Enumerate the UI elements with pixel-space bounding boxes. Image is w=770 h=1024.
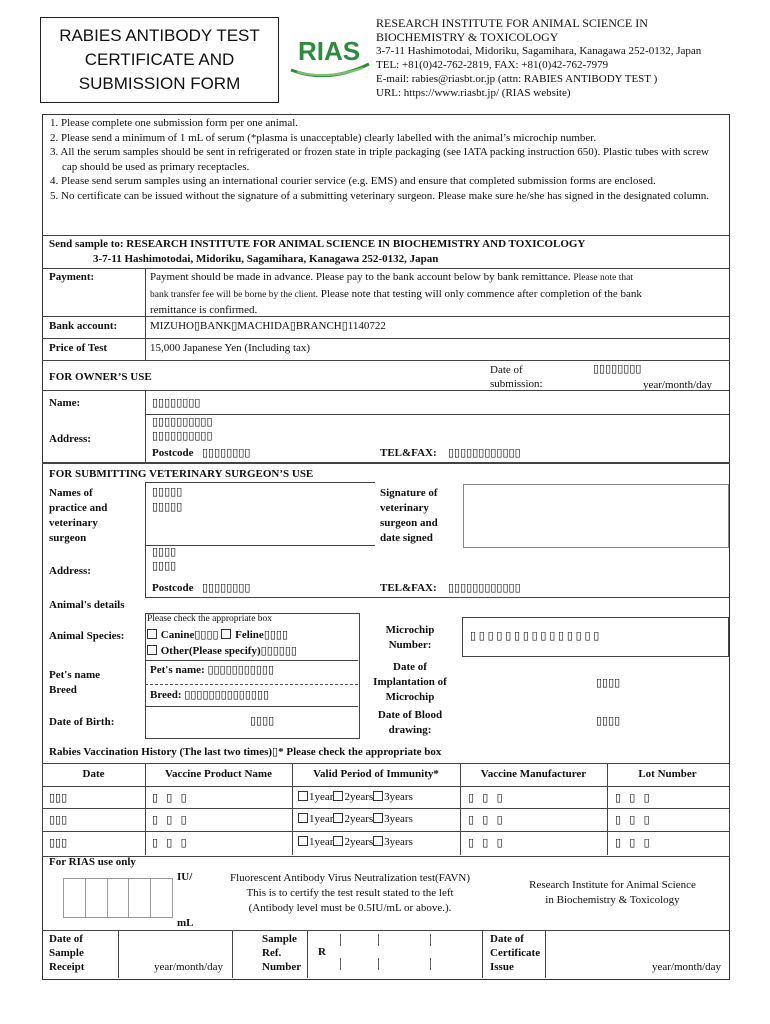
payment-text-1: Payment should be made in advance. Please pay to the bank account below by bank remittance. bbox=[150, 271, 571, 283]
vacc-row-3-validity bbox=[298, 835, 413, 849]
divider bbox=[232, 930, 233, 978]
implant-label-3: Microchip bbox=[385, 691, 435, 703]
row3-3years-label: 3years bbox=[384, 836, 413, 848]
row2-3years-checkbox[interactable] bbox=[373, 813, 383, 823]
vacc-row-2-manufacturer[interactable]: ▯ ▯ ▯ bbox=[468, 814, 503, 826]
vaccination-header: Rabies Vaccination History (The last two times)▯* Please check the appropriate box bbox=[49, 746, 442, 758]
divider bbox=[145, 706, 358, 707]
payment-text-2b: Please note that testing will only commence after completion of the bank bbox=[320, 287, 642, 300]
divider bbox=[145, 268, 146, 360]
note-4: 4. Please send serum samples using an international courier service (e.g. EMS) and ensure that completed submission forms are enclosed. bbox=[50, 175, 656, 188]
signature-label-1: Signature of bbox=[380, 487, 438, 499]
title-line-1: RABIES ANTIBODY TEST bbox=[59, 26, 260, 45]
col-validity: Valid Period of Immunity* bbox=[313, 768, 439, 780]
check-note: Please check the appropriate box bbox=[147, 614, 273, 624]
feline-label: Feline bbox=[235, 629, 264, 641]
breed-field[interactable]: ▯▯▯▯▯▯▯▯▯▯▯▯▯▯ bbox=[184, 689, 270, 701]
row3-3years-checkbox[interactable] bbox=[373, 836, 383, 846]
submission-date-label bbox=[490, 363, 543, 391]
price-value: 15,000 Japanese Yen (Including tax) bbox=[150, 342, 311, 354]
favn-line-1: Fluorescent Antibody Virus Neutralization test(FAVN) bbox=[229, 872, 471, 884]
species-row-1 bbox=[147, 628, 288, 642]
vacc-row-3-manufacturer[interactable]: ▯ ▯ ▯ bbox=[468, 837, 503, 849]
row1-3years-checkbox[interactable] bbox=[373, 791, 383, 801]
owner-address-label: Address: bbox=[49, 433, 91, 445]
vacc-row-2-date[interactable]: ▯▯▯ bbox=[49, 814, 68, 826]
vacc-row-1-manufacturer[interactable]: ▯ ▯ ▯ bbox=[468, 792, 503, 804]
vacc-row-3-date[interactable]: ▯▯▯ bbox=[49, 837, 68, 849]
microchip-label-2: Number: bbox=[388, 639, 432, 651]
divider bbox=[42, 316, 730, 317]
bank-value: MIZUHO▯BANK▯MACHIDA▯BRANCH▯1140722 bbox=[150, 320, 386, 332]
instructions bbox=[50, 116, 724, 204]
vet-names-label bbox=[49, 486, 107, 546]
row2-1year-checkbox[interactable] bbox=[298, 813, 308, 823]
ref-tick bbox=[378, 958, 379, 970]
vacc-row-3-lot[interactable]: ▯ ▯ ▯ bbox=[615, 837, 650, 849]
rias-logo-text: RIAS bbox=[297, 36, 361, 66]
issue-label-3: Issue bbox=[490, 961, 514, 973]
owner-address-field-2[interactable]: ▯▯▯▯▯▯▯▯▯▯ bbox=[152, 430, 213, 442]
signature-field[interactable] bbox=[463, 484, 729, 548]
result-boxes bbox=[63, 878, 173, 918]
row3-2years-label: 2years bbox=[344, 836, 374, 848]
title-line-3: SUBMISSION FORM bbox=[78, 74, 241, 93]
row3-1year-label: 1year bbox=[309, 836, 334, 848]
divider bbox=[42, 360, 730, 361]
col-lot: Lot Number bbox=[638, 768, 697, 780]
ref-tick bbox=[340, 934, 341, 946]
divider bbox=[145, 545, 375, 546]
blood-label bbox=[362, 708, 458, 738]
result-digit-5[interactable] bbox=[151, 878, 173, 918]
vet-names-label-3: veterinary bbox=[49, 517, 98, 529]
vet-address-label: Address: bbox=[49, 565, 91, 577]
row1-2years-checkbox[interactable] bbox=[333, 791, 343, 801]
canine-checkbox[interactable] bbox=[147, 629, 157, 639]
vet-telfax-field[interactable]: ▯▯▯▯▯▯▯▯▯▯▯▯ bbox=[448, 582, 521, 594]
favn-line-2: This is to certify the test result stated to the left bbox=[246, 887, 454, 899]
rias-use-label: For RIAS use only bbox=[49, 856, 136, 868]
receipt-label-3: Receipt bbox=[49, 961, 85, 973]
result-digit-4[interactable] bbox=[129, 878, 151, 918]
vet-names-field-2[interactable]: ▯▯▯▯▯ bbox=[152, 501, 183, 513]
submission-date-label-2: submission: bbox=[490, 378, 543, 390]
divider bbox=[145, 660, 358, 661]
vacc-row-1-date[interactable]: ▯▯▯ bbox=[49, 792, 68, 804]
divider bbox=[145, 597, 730, 598]
canine-label: Canine bbox=[160, 629, 195, 641]
divider bbox=[145, 482, 146, 597]
microchip-label bbox=[362, 623, 458, 653]
ref-label-3: Number bbox=[262, 961, 302, 973]
ref-tick bbox=[378, 934, 379, 946]
divider bbox=[42, 930, 730, 931]
row3-2years-checkbox[interactable] bbox=[333, 836, 343, 846]
other-field[interactable]: ▯▯▯▯▯▯ bbox=[260, 645, 297, 657]
institute-name-2: BIOCHEMISTRY & TOXICOLOGY bbox=[376, 30, 559, 44]
divider bbox=[145, 684, 358, 685]
owner-telfax-field[interactable]: ▯▯▯▯▯▯▯▯▯▯▯▯ bbox=[448, 447, 521, 459]
implant-label bbox=[362, 660, 458, 705]
petname-label: Pet's name: bbox=[150, 664, 205, 676]
signature-label-3: surgeon and bbox=[380, 517, 438, 529]
owner-header: FOR OWNER’S USE bbox=[49, 371, 152, 383]
divider bbox=[545, 930, 546, 978]
microchip-field[interactable]: ▯ ▯ ▯ ▯ ▯ ▯ ▯ ▯ ▯ ▯ ▯ ▯ ▯ ▯ ▯ bbox=[470, 630, 600, 642]
petname-field[interactable]: ▯▯▯▯▯▯▯▯▯▯▯ bbox=[207, 664, 275, 676]
payment-text-3: remittance is confirmed. bbox=[150, 304, 258, 316]
col-manufacturer: Vaccine Manufacturer bbox=[480, 768, 587, 780]
ref-tick bbox=[430, 958, 431, 970]
signature-label bbox=[380, 486, 438, 546]
divider bbox=[145, 482, 375, 483]
implant-label-2: Implantation of bbox=[373, 676, 447, 688]
vacc-row-1-validity bbox=[298, 790, 413, 804]
row1-3years-label: 3years bbox=[384, 791, 413, 803]
receipt-date-format: year/month/day bbox=[154, 961, 224, 973]
price-label: Price of Test bbox=[49, 342, 108, 354]
row1-2years-label: 2years bbox=[344, 791, 374, 803]
ml-unit: mL bbox=[177, 917, 194, 929]
vet-names-label-4: surgeon bbox=[49, 532, 87, 544]
institute-info bbox=[376, 16, 766, 100]
issue-label bbox=[490, 932, 540, 974]
ref-tick bbox=[430, 934, 431, 946]
row2-2years-checkbox[interactable] bbox=[333, 813, 343, 823]
vet-address-field-1[interactable]: ▯▯▯▯ bbox=[152, 546, 177, 558]
owner-name-label: Name: bbox=[49, 397, 81, 409]
payment-text bbox=[150, 270, 726, 319]
note-1: 1. Please complete one submission form per one animal. bbox=[50, 117, 299, 129]
vacc-row-2-validity bbox=[298, 812, 413, 826]
send-to-address: 3-7-11 Hashimotodai, Midoriku, Sagamihara, Kanagawa 252-0132, Japan bbox=[93, 253, 439, 265]
ref-label bbox=[262, 932, 301, 974]
vet-names-field-1[interactable]: ▯▯▯▯▯ bbox=[152, 486, 183, 498]
blood-label-1: Date of Blood bbox=[377, 709, 443, 721]
payment-text-1b: Please note that bbox=[573, 273, 633, 283]
divider bbox=[42, 462, 730, 464]
institute-address: 3-7-11 Hashimotodai, Midoriku, Sagamihara, Kanagawa 252-0132, Japan bbox=[376, 45, 702, 57]
breed-row bbox=[150, 688, 269, 702]
vet-postcode-field[interactable]: ▯▯▯▯▯▯▯▯ bbox=[202, 582, 251, 594]
other-checkbox[interactable] bbox=[147, 645, 157, 655]
divider bbox=[482, 930, 483, 978]
divider bbox=[307, 930, 308, 978]
ref-label-2: Ref. bbox=[262, 947, 282, 959]
ref-tick bbox=[340, 958, 341, 970]
vacc-row-2-product[interactable]: ▯ ▯ ▯ bbox=[152, 814, 187, 826]
vet-names-label-1: Names of bbox=[49, 487, 93, 499]
divider bbox=[118, 930, 119, 978]
species-row-2 bbox=[147, 644, 297, 658]
submission-date-format: year/month/day bbox=[643, 379, 713, 391]
note-2: 2. Please send a minimum of 1 mL of serum (*plasma is unacceptable) clearly labelled with the animal’s microchip number. bbox=[50, 131, 597, 144]
result-digit-1[interactable] bbox=[63, 878, 86, 918]
ref-label-1: Sample bbox=[262, 933, 297, 945]
divider bbox=[145, 414, 730, 415]
vacc-row-2-lot[interactable]: ▯ ▯ ▯ bbox=[615, 814, 650, 826]
owner-postcode-field[interactable]: ▯▯▯▯▯▯▯▯ bbox=[202, 447, 251, 459]
form-title bbox=[40, 17, 279, 103]
rias-institute-1: Research Institute for Animal Science bbox=[529, 879, 696, 891]
feline-field[interactable]: ▯▯▯▯ bbox=[263, 629, 289, 641]
pet-label-1: Pet's name bbox=[49, 669, 101, 681]
col-product: Vaccine Product Name bbox=[165, 768, 272, 780]
feline-checkbox[interactable] bbox=[221, 629, 231, 639]
rias-institute bbox=[505, 878, 720, 908]
issue-date-format: year/month/day bbox=[652, 961, 722, 973]
note-5: 5. No certificate can be issued without the signature of a submitting veterinary surgeon. Please make sure he/she has signed in the designated column. bbox=[50, 189, 710, 202]
vacc-row-3-product[interactable]: ▯ ▯ ▯ bbox=[152, 837, 187, 849]
favn-statement bbox=[200, 871, 500, 916]
vet-telfax-label: TEL&FAX: bbox=[380, 582, 437, 594]
implant-label-1: Date of bbox=[393, 661, 427, 673]
signature-label-4: date signed bbox=[380, 532, 433, 544]
vet-postcode-label: Postcode bbox=[152, 582, 194, 594]
result-digit-3[interactable] bbox=[108, 878, 130, 918]
row3-1year-checkbox[interactable] bbox=[298, 836, 308, 846]
institute-url: URL: https://www.riasbt.jp/ (RIAS website) bbox=[376, 87, 571, 99]
species-label: Animal Species: bbox=[49, 630, 125, 642]
row2-3years-label: 3years bbox=[384, 813, 413, 825]
vacc-row-1-lot[interactable]: ▯ ▯ ▯ bbox=[615, 792, 650, 804]
blood-label-2: drawing: bbox=[388, 724, 432, 736]
row1-1year-checkbox[interactable] bbox=[298, 791, 308, 801]
vet-header: FOR SUBMITTING VETERINARY SURGEON’S USE bbox=[49, 468, 314, 480]
iu-unit: IU/ bbox=[177, 871, 193, 883]
other-label: Other(Please specify) bbox=[160, 645, 261, 657]
owner-telfax-label: TEL&FAX: bbox=[380, 447, 437, 459]
issue-label-1: Date of bbox=[490, 933, 524, 945]
microchip-label-1: Microchip bbox=[385, 624, 435, 636]
institute-email: E-mail: rabies@riasbt.or.jp (attn: RABIES ANTIBODY TEST ) bbox=[376, 73, 658, 85]
blood-date-field[interactable]: ▯▯▯▯ bbox=[596, 715, 621, 727]
owner-postcode-label: Postcode bbox=[152, 447, 194, 459]
note-3: 3. All the serum samples should be sent in refrigerated or frozen state in triple packaging (see IATA packing instruction 650). Plastic tubes with screw cap should be used as primary receptacles. bbox=[50, 146, 709, 173]
dob-field[interactable]: ▯▯▯▯ bbox=[250, 715, 275, 727]
col-date: Date bbox=[82, 768, 105, 780]
ref-prefix: R bbox=[318, 946, 326, 958]
receipt-label-1: Date of bbox=[49, 933, 83, 945]
bank-label: Bank account: bbox=[49, 320, 118, 332]
payment-text-2: bank transfer fee will be borne by the client. bbox=[150, 289, 319, 300]
submission-date-label-1: Date of bbox=[490, 364, 523, 376]
receipt-label bbox=[49, 932, 84, 974]
vacc-row-1-product[interactable]: ▯ ▯ ▯ bbox=[152, 792, 187, 804]
divider bbox=[42, 338, 730, 339]
send-to-label: Send sample to: RESEARCH INSTITUTE FOR ANIMAL SCIENCE IN BIOCHEMISTRY AND TOXICOLOGY bbox=[49, 238, 586, 250]
vet-names-label-2: practice and bbox=[49, 502, 108, 514]
institute-name-1: RESEARCH INSTITUTE FOR ANIMAL SCIENCE IN bbox=[376, 16, 648, 30]
signature-label-2: veterinary bbox=[380, 502, 429, 514]
petname-row bbox=[150, 663, 274, 677]
payment-label: Payment: bbox=[49, 271, 95, 283]
result-digit-2[interactable] bbox=[86, 878, 108, 918]
dob-label: Date of Birth: bbox=[49, 716, 115, 728]
breed-label: Breed: bbox=[150, 689, 182, 701]
pet-breed-label bbox=[49, 668, 100, 698]
institute-tel: TEL: +81(0)42-762-2819, FAX: +81(0)42-762-7979 bbox=[376, 59, 609, 71]
row2-1year-label: 1year bbox=[309, 813, 334, 825]
divider bbox=[42, 235, 730, 236]
receipt-label-2: Sample bbox=[49, 947, 84, 959]
row2-2years-label: 2years bbox=[344, 813, 374, 825]
owner-address-field-1[interactable]: ▯▯▯▯▯▯▯▯▯▯ bbox=[152, 416, 213, 428]
favn-line-3: (Antibody level must be 0.5IU/mL or above.). bbox=[248, 902, 452, 914]
owner-name-field[interactable]: ▯▯▯▯▯▯▯▯ bbox=[152, 397, 201, 409]
submission-date-field[interactable]: ▯▯▯▯▯▯▯▯ bbox=[593, 363, 642, 375]
canine-field[interactable]: ▯▯▯▯ bbox=[194, 629, 219, 641]
animal-details-label: Animal's details bbox=[49, 599, 125, 611]
rias-logo-graphic bbox=[283, 30, 373, 80]
divider bbox=[145, 390, 146, 462]
row1-1year-label: 1year bbox=[309, 791, 334, 803]
pet-label-2: Breed bbox=[49, 684, 77, 696]
vet-address-field-2[interactable]: ▯▯▯▯ bbox=[152, 560, 177, 572]
rias-logo bbox=[283, 30, 373, 80]
issue-label-2: Certificate bbox=[490, 947, 541, 959]
implant-date-field[interactable]: ▯▯▯▯ bbox=[596, 677, 621, 689]
rias-institute-2: in Biochemistry & Toxicology bbox=[545, 894, 680, 906]
title-line-2: CERTIFICATE AND bbox=[84, 50, 235, 69]
